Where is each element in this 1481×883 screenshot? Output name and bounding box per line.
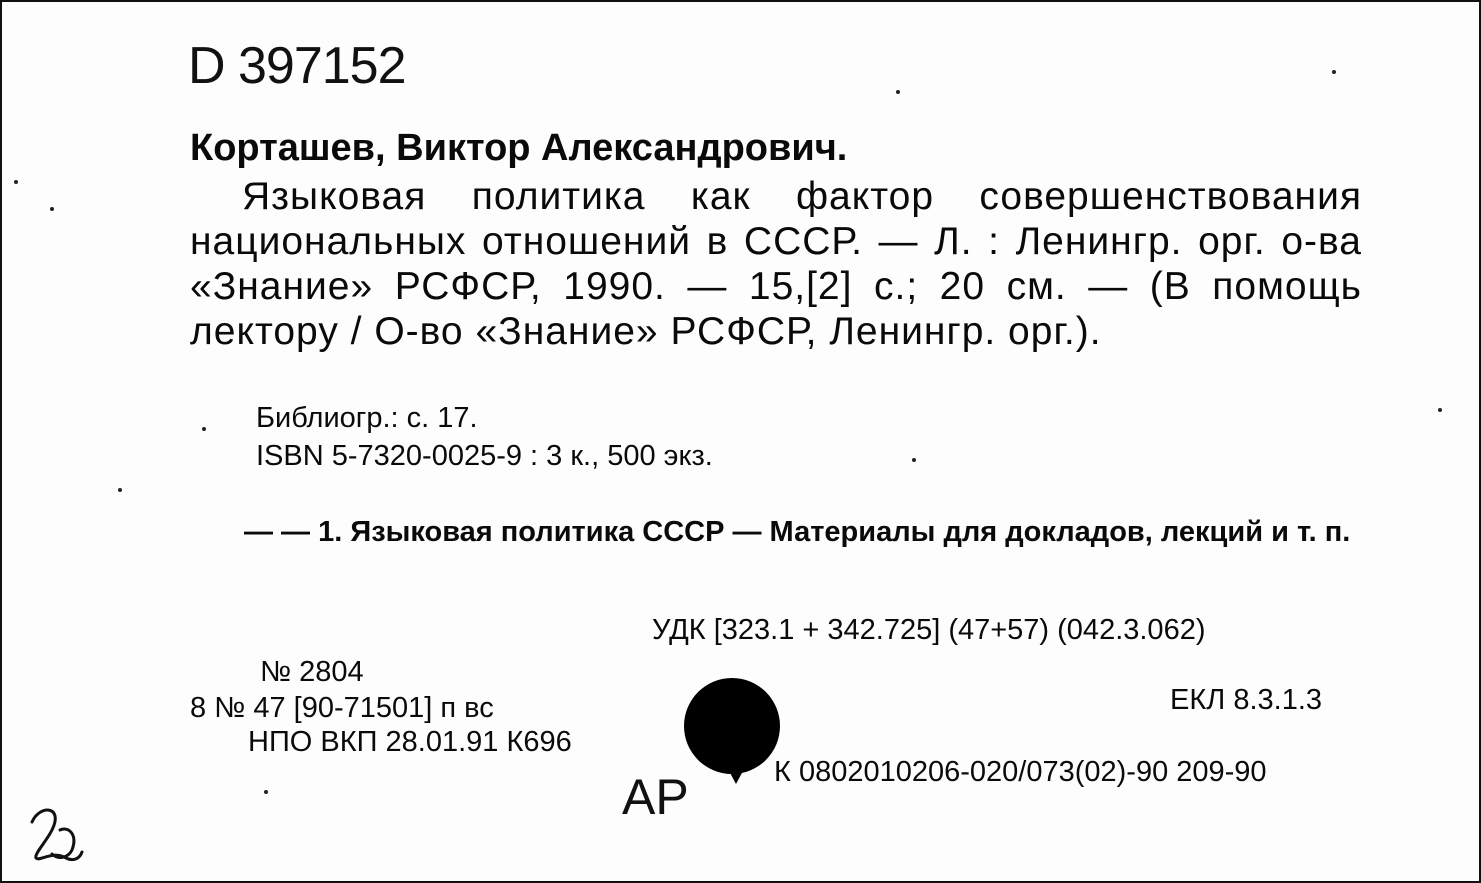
dust-speck	[896, 90, 900, 94]
dust-speck	[264, 790, 268, 794]
dust-speck	[1332, 70, 1336, 74]
handwritten-mark-icon	[22, 800, 92, 870]
order-line: 8 № 47 [90-71501] п вс	[190, 692, 494, 724]
dust-speck	[50, 207, 54, 211]
dust-speck	[14, 180, 18, 184]
shelfmark: D 397152	[188, 37, 406, 95]
dust-speck	[202, 427, 206, 431]
bibliography-note: Библиогр.: с. 17.	[256, 402, 478, 434]
ink-seal-tip	[722, 758, 750, 784]
author-heading: Корташев, Виктор Александрович.	[190, 127, 848, 169]
eklt-code: ЕКЛ 8.3.1.3	[1170, 684, 1323, 716]
stamp-ap: АР	[622, 769, 689, 825]
catalog-code: К 0802010206-020/073(02)-90 209-90	[774, 756, 1267, 788]
dust-speck	[118, 488, 122, 492]
bibliographic-description: Языковая политика как фактор совершенствования национальных отношений в СССР. — Л. : Ленингр. орг. о-ва «Знание» РСФСР, 1990. — 15,[2] с.; 20 см. — (В помощь лектору / О-во «Знание» РСФСР, Ленингр. орг.).	[190, 175, 1362, 353]
udc-line: УДК [323.1 + 342.725] (47+57) (042.3.062)	[652, 614, 1206, 646]
isbn-line: ISBN 5-7320-0025-9 : 3 к., 500 экз.	[256, 440, 713, 472]
subject-heading: — — 1. Языковая политика СССР — Материалы для докладов, лекций и т. п.	[244, 516, 1351, 548]
card-number: № 2804	[260, 656, 364, 688]
printer-line: НПО ВКП 28.01.91 К696	[248, 726, 572, 758]
dust-speck	[912, 458, 916, 462]
dust-speck	[1438, 408, 1442, 412]
